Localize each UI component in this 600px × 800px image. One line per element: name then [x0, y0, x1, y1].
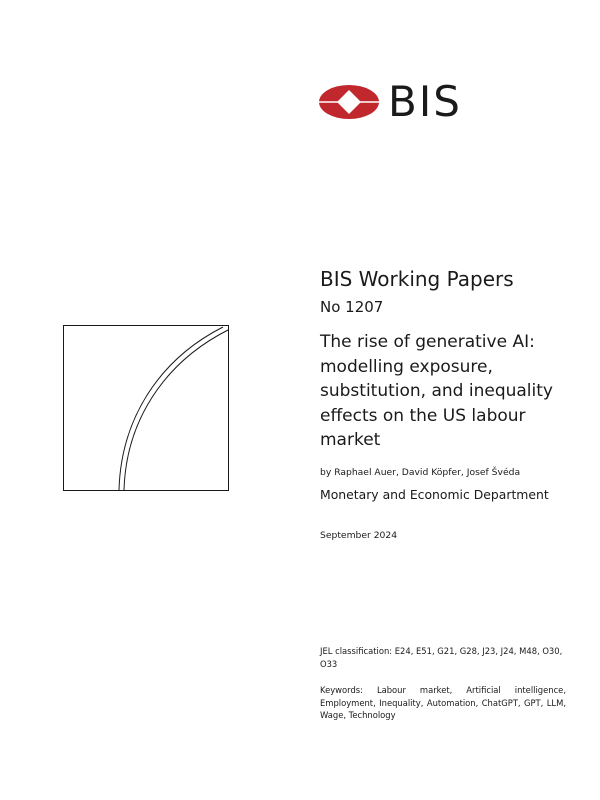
- paper-title: The rise of generative AI: modelling exposure, substitution, and inequality effects on the US labour market: [320, 332, 553, 450]
- bis-logo-text: BIS: [388, 77, 462, 126]
- bis-logo-icon: [318, 84, 380, 120]
- jel-classification: JEL classification: E24, E51, G21, G28, J23, J24, M48, O30, O33: [320, 646, 563, 669]
- paper-number: No 1207: [320, 298, 384, 316]
- publication-date: September 2024: [320, 530, 398, 541]
- department: Monetary and Economic Department: [320, 487, 549, 502]
- bis-logo: [318, 78, 468, 126]
- keywords: Keywords: Labour market, Artificial intelligence, Employment, Inequality, Automation, ChatGPT, GPT, LLM, Wage, Technology: [320, 685, 566, 720]
- authors: by Raphael Auer, David Köpfer, Josef Švéda: [320, 467, 521, 478]
- cover-emblem: [63, 325, 229, 491]
- series-title: BIS Working Papers: [320, 267, 514, 291]
